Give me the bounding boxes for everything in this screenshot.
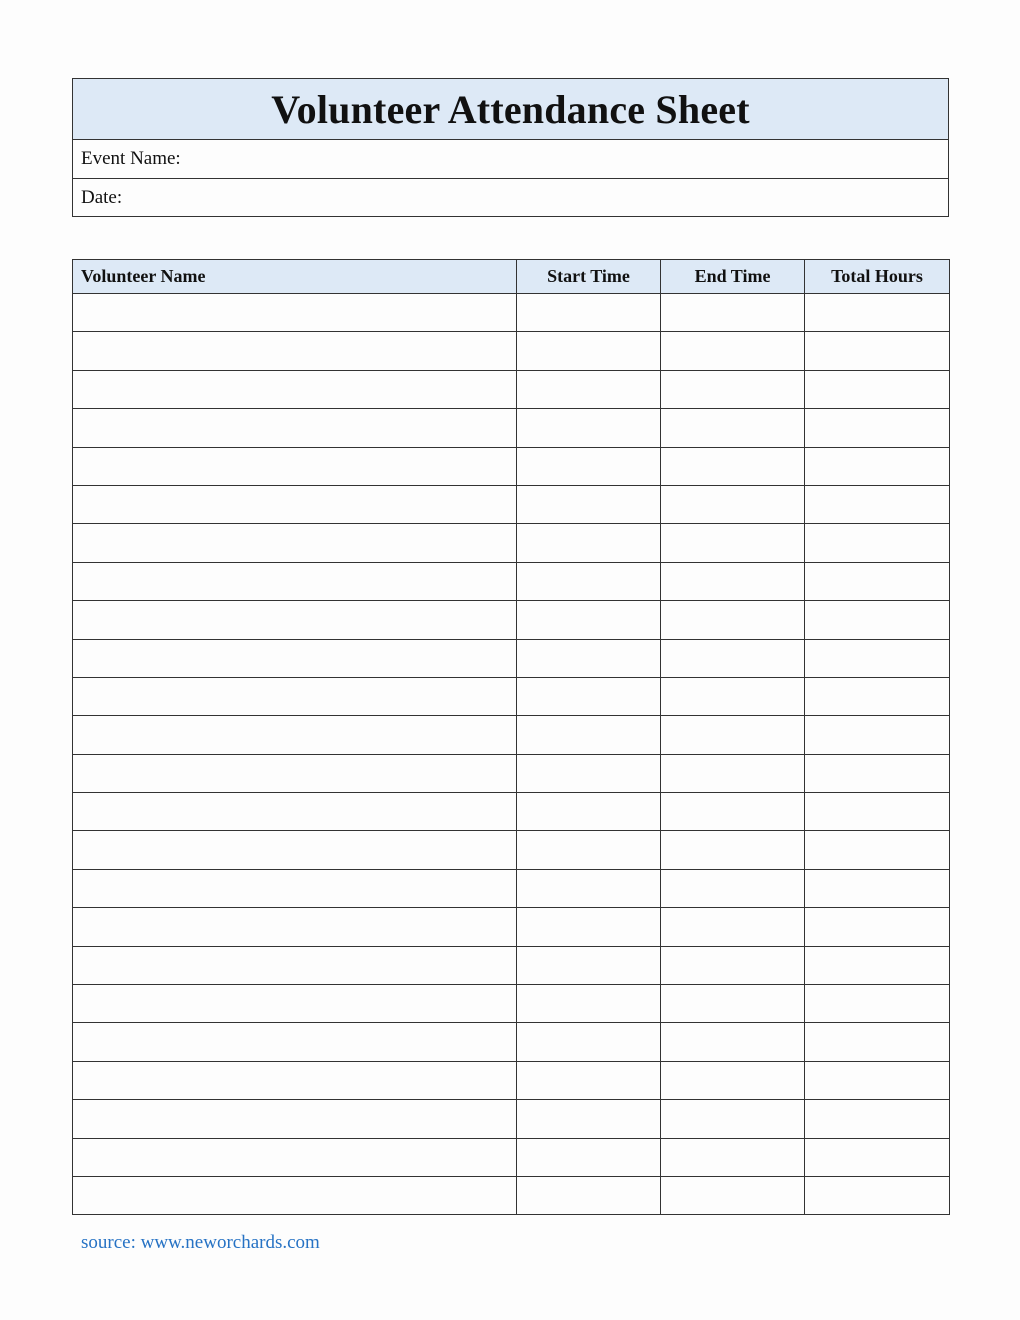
start-time-cell[interactable] bbox=[517, 332, 661, 370]
column-header-volunteer-name: Volunteer Name bbox=[73, 260, 517, 294]
end-time-cell[interactable] bbox=[661, 601, 805, 639]
table-row bbox=[73, 294, 950, 332]
volunteer-name-cell[interactable] bbox=[73, 1100, 517, 1138]
end-time-cell[interactable] bbox=[661, 1138, 805, 1176]
volunteer-name-cell[interactable] bbox=[73, 831, 517, 869]
table-row bbox=[73, 985, 950, 1023]
event-info-box bbox=[72, 78, 949, 217]
end-time-cell[interactable] bbox=[661, 370, 805, 408]
total-hours-cell[interactable] bbox=[805, 562, 950, 600]
date-field bbox=[73, 178, 948, 216]
start-time-cell[interactable] bbox=[517, 1138, 661, 1176]
end-time-cell[interactable] bbox=[661, 447, 805, 485]
total-hours-cell[interactable] bbox=[805, 639, 950, 677]
volunteer-name-cell[interactable] bbox=[73, 1061, 517, 1099]
page-title: Volunteer Attendance Sheet bbox=[271, 86, 750, 132]
total-hours-cell[interactable] bbox=[805, 332, 950, 370]
table-row bbox=[73, 601, 950, 639]
end-time-cell[interactable] bbox=[661, 524, 805, 562]
total-hours-cell[interactable] bbox=[805, 677, 950, 715]
end-time-cell[interactable] bbox=[661, 908, 805, 946]
start-time-cell[interactable] bbox=[517, 793, 661, 831]
total-hours-cell[interactable] bbox=[805, 447, 950, 485]
start-time-cell[interactable] bbox=[517, 409, 661, 447]
end-time-cell[interactable] bbox=[661, 1100, 805, 1138]
start-time-cell[interactable] bbox=[517, 946, 661, 984]
volunteer-name-cell[interactable] bbox=[73, 1138, 517, 1176]
total-hours-cell[interactable] bbox=[805, 1023, 950, 1061]
start-time-cell[interactable] bbox=[517, 1023, 661, 1061]
title-banner bbox=[73, 79, 948, 140]
volunteer-name-cell[interactable] bbox=[73, 447, 517, 485]
volunteer-name-cell[interactable] bbox=[73, 485, 517, 523]
end-time-cell[interactable] bbox=[661, 677, 805, 715]
table-row bbox=[73, 639, 950, 677]
table-row bbox=[73, 1176, 950, 1214]
total-hours-cell[interactable] bbox=[805, 793, 950, 831]
volunteer-name-cell[interactable] bbox=[73, 793, 517, 831]
end-time-cell[interactable] bbox=[661, 639, 805, 677]
volunteer-name-cell[interactable] bbox=[73, 370, 517, 408]
end-time-cell[interactable] bbox=[661, 869, 805, 907]
table-header-row bbox=[73, 260, 950, 294]
end-time-cell[interactable] bbox=[661, 1023, 805, 1061]
volunteer-name-cell[interactable] bbox=[73, 869, 517, 907]
table-row bbox=[73, 716, 950, 754]
table-row bbox=[73, 409, 950, 447]
table-row bbox=[73, 1023, 950, 1061]
start-time-cell[interactable] bbox=[517, 1061, 661, 1099]
table-row bbox=[73, 831, 950, 869]
total-hours-cell[interactable] bbox=[805, 908, 950, 946]
start-time-cell[interactable] bbox=[517, 1176, 661, 1214]
start-time-cell[interactable] bbox=[517, 485, 661, 523]
total-hours-cell[interactable] bbox=[805, 294, 950, 332]
start-time-cell[interactable] bbox=[517, 908, 661, 946]
start-time-cell[interactable] bbox=[517, 601, 661, 639]
end-time-cell[interactable] bbox=[661, 294, 805, 332]
table-row bbox=[73, 793, 950, 831]
volunteer-name-cell[interactable] bbox=[73, 294, 517, 332]
start-time-cell[interactable] bbox=[517, 1100, 661, 1138]
volunteer-name-cell[interactable] bbox=[73, 946, 517, 984]
start-time-cell[interactable] bbox=[517, 524, 661, 562]
table-row bbox=[73, 332, 950, 370]
table-row bbox=[73, 1061, 950, 1099]
volunteer-name-cell[interactable] bbox=[73, 754, 517, 792]
table-row bbox=[73, 677, 950, 715]
total-hours-cell[interactable] bbox=[805, 1061, 950, 1099]
start-time-cell[interactable] bbox=[517, 754, 661, 792]
table-body bbox=[73, 294, 950, 1215]
total-hours-cell[interactable] bbox=[805, 601, 950, 639]
column-header-total-hours: Total Hours bbox=[805, 260, 950, 294]
volunteer-name-cell[interactable] bbox=[73, 409, 517, 447]
end-time-cell[interactable] bbox=[661, 562, 805, 600]
end-time-cell[interactable] bbox=[661, 831, 805, 869]
start-time-cell[interactable] bbox=[517, 716, 661, 754]
table-row bbox=[73, 1100, 950, 1138]
volunteer-name-cell[interactable] bbox=[73, 716, 517, 754]
table-row bbox=[73, 485, 950, 523]
volunteer-name-cell[interactable] bbox=[73, 562, 517, 600]
column-header-start-time: Start Time bbox=[517, 260, 661, 294]
volunteer-name-cell[interactable] bbox=[73, 601, 517, 639]
volunteer-name-cell[interactable] bbox=[73, 332, 517, 370]
end-time-cell[interactable] bbox=[661, 716, 805, 754]
total-hours-cell[interactable] bbox=[805, 869, 950, 907]
start-time-cell[interactable] bbox=[517, 370, 661, 408]
start-time-cell[interactable] bbox=[517, 447, 661, 485]
end-time-cell[interactable] bbox=[661, 332, 805, 370]
start-time-cell[interactable] bbox=[517, 562, 661, 600]
start-time-cell[interactable] bbox=[517, 294, 661, 332]
total-hours-cell[interactable] bbox=[805, 831, 950, 869]
start-time-cell[interactable] bbox=[517, 677, 661, 715]
end-time-cell[interactable] bbox=[661, 485, 805, 523]
event-name-field bbox=[73, 140, 948, 178]
date-label: Date: bbox=[81, 186, 123, 208]
total-hours-cell[interactable] bbox=[805, 946, 950, 984]
table-row bbox=[73, 562, 950, 600]
total-hours-cell[interactable] bbox=[805, 524, 950, 562]
total-hours-cell[interactable] bbox=[805, 985, 950, 1023]
total-hours-cell[interactable] bbox=[805, 1138, 950, 1176]
volunteer-name-cell[interactable] bbox=[73, 985, 517, 1023]
total-hours-cell[interactable] bbox=[805, 370, 950, 408]
table-row bbox=[73, 869, 950, 907]
source-link[interactable]: source: www.neworchards.com bbox=[81, 1232, 320, 1253]
start-time-cell[interactable] bbox=[517, 869, 661, 907]
column-header-end-time: End Time bbox=[661, 260, 805, 294]
table-row bbox=[73, 370, 950, 408]
total-hours-cell[interactable] bbox=[805, 1176, 950, 1214]
table-row bbox=[73, 524, 950, 562]
total-hours-cell[interactable] bbox=[805, 1100, 950, 1138]
table-row bbox=[73, 447, 950, 485]
attendance-table-wrapper bbox=[72, 259, 949, 1215]
end-time-cell[interactable] bbox=[661, 1176, 805, 1214]
volunteer-name-cell[interactable] bbox=[73, 677, 517, 715]
table-row bbox=[73, 946, 950, 984]
total-hours-cell[interactable] bbox=[805, 754, 950, 792]
total-hours-cell[interactable] bbox=[805, 485, 950, 523]
end-time-cell[interactable] bbox=[661, 793, 805, 831]
end-time-cell[interactable] bbox=[661, 409, 805, 447]
start-time-cell[interactable] bbox=[517, 639, 661, 677]
table-row bbox=[73, 908, 950, 946]
start-time-cell[interactable] bbox=[517, 831, 661, 869]
start-time-cell[interactable] bbox=[517, 985, 661, 1023]
volunteer-name-cell[interactable] bbox=[73, 639, 517, 677]
event-name-label: Event Name: bbox=[81, 148, 181, 169]
end-time-cell[interactable] bbox=[661, 946, 805, 984]
table-row bbox=[73, 754, 950, 792]
volunteer-name-cell[interactable] bbox=[73, 1023, 517, 1061]
end-time-cell[interactable] bbox=[661, 754, 805, 792]
end-time-cell[interactable] bbox=[661, 985, 805, 1023]
table-row bbox=[73, 1138, 950, 1176]
attendance-table bbox=[72, 259, 950, 1215]
volunteer-name-cell[interactable] bbox=[73, 524, 517, 562]
end-time-cell[interactable] bbox=[661, 1061, 805, 1099]
volunteer-name-cell[interactable] bbox=[73, 1176, 517, 1214]
total-hours-cell[interactable] bbox=[805, 716, 950, 754]
total-hours-cell[interactable] bbox=[805, 409, 950, 447]
volunteer-name-cell[interactable] bbox=[73, 908, 517, 946]
